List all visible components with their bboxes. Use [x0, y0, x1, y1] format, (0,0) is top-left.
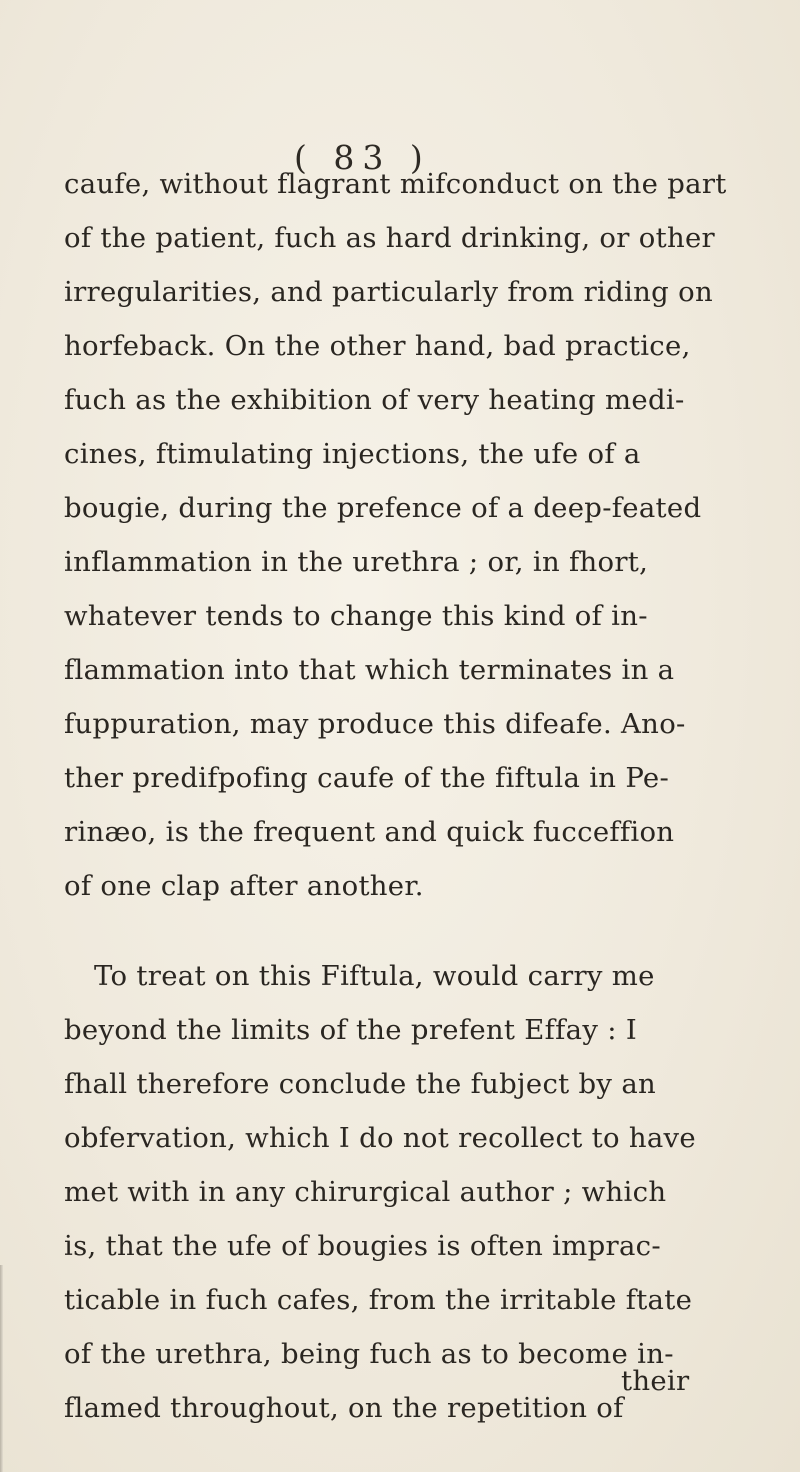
- text-line: horfeback. On the other hand, bad practice,: [64, 330, 691, 362]
- text-line: ticable in fuch cafes, from the irritable ftate: [64, 1284, 693, 1316]
- text-line: irregularities, and particularly from riding on: [64, 276, 713, 308]
- text-line: is, that the ufe of bougies is often imprac-: [64, 1230, 661, 1262]
- catchword: their: [621, 1365, 690, 1397]
- text-line: of one clap after another.: [64, 870, 424, 902]
- text-line: inflammation in the urethra ; or, in fhort,: [64, 546, 649, 578]
- text-line: bougie, during the prefence of a deep-feated: [64, 492, 702, 524]
- text-line: beyond the limits of the prefent Effay : I: [64, 1014, 637, 1046]
- page-edge-shadow: [0, 1265, 3, 1472]
- text-line: obfervation, which I do not recollect to have: [64, 1122, 696, 1154]
- text-line: fhall therefore conclude the fubject by an: [64, 1068, 657, 1100]
- text-line: fuch as the exhibition of very heating medi-: [64, 384, 685, 416]
- text-line: met with in any chirurgical author ; which: [64, 1176, 667, 1208]
- paragraph-first-line: To treat on this Fiftula, would carry me: [94, 960, 655, 992]
- text-line: fuppuration, may produce this difeafe. Ano-: [64, 708, 686, 740]
- text-line: whatever tends to change this kind of in-: [64, 600, 648, 632]
- text-line: rinæo, is the frequent and quick fucceffion: [64, 816, 675, 848]
- text-line: ther predifpofing caufe of the fiftula in Pe-: [64, 762, 670, 794]
- text-line: of the patient, fuch as hard drinking, or other: [64, 222, 716, 254]
- text-line: caufe, without flagrant mifconduct on the part: [64, 168, 727, 200]
- text-line: flammation into that which terminates in a: [64, 654, 675, 686]
- text-line: cines, ftimulating injections, the ufe of a: [64, 438, 641, 470]
- page-number: ( 83 ): [294, 138, 431, 177]
- text-line: of the urethra, being fuch as to become in-: [64, 1338, 674, 1370]
- text-line: flamed throughout, on the repetition of: [64, 1392, 624, 1424]
